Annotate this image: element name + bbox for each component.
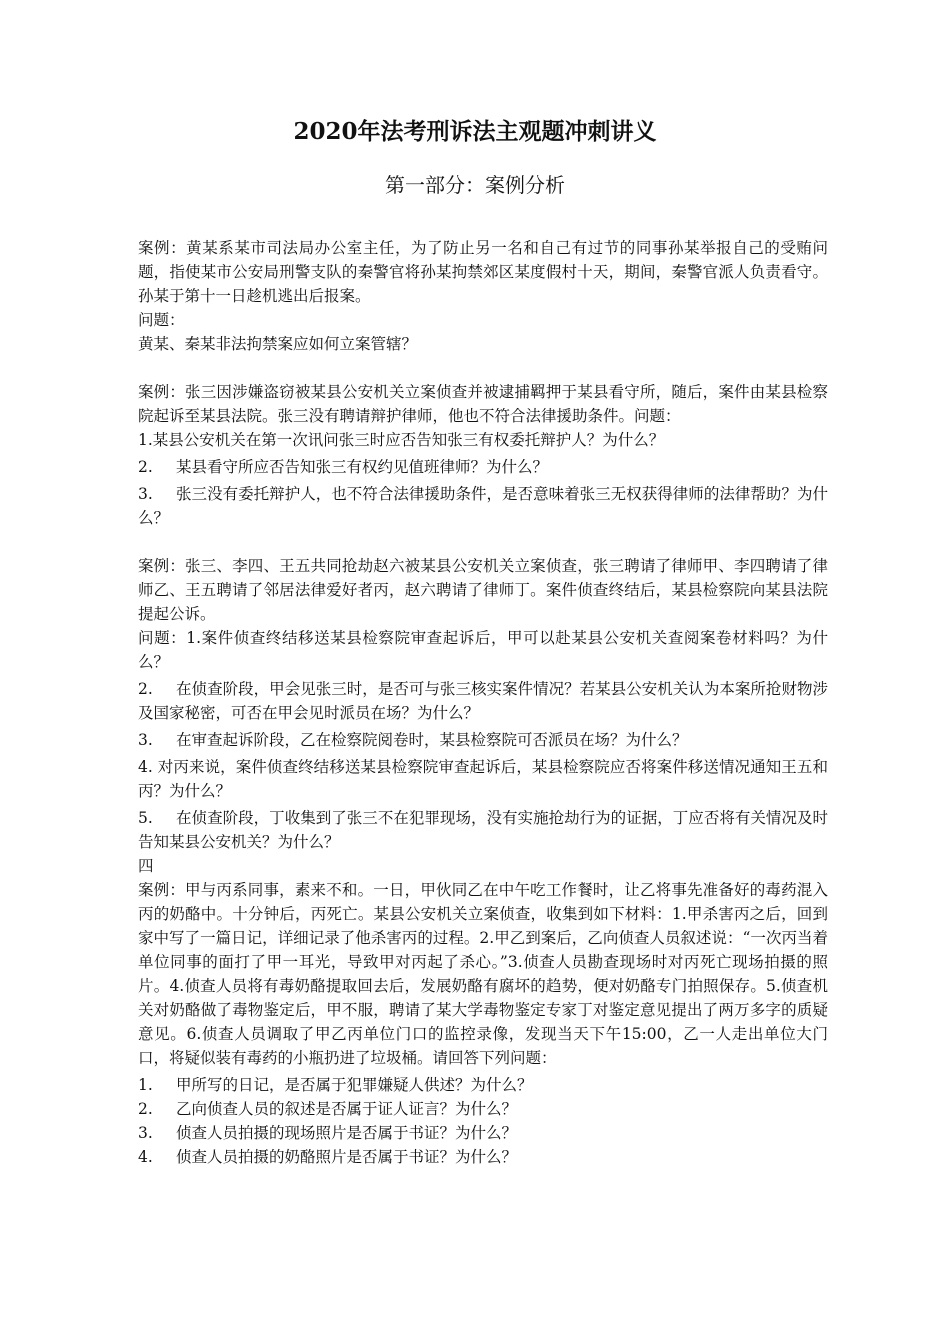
case3-question-2 (138, 677, 828, 725)
case4-question-2-number: 2. (138, 1100, 153, 1118)
case3-question-3 (138, 728, 828, 752)
case4-question-3 (138, 1121, 828, 1145)
case4-question-1-text: 甲所写的日记，是否属于犯罪嫌疑人供述？为什么？ (176, 1076, 533, 1094)
case4-question-3-number: 3. (138, 1124, 153, 1142)
case4-number: 四 (138, 857, 154, 875)
case2-question-3 (138, 482, 828, 530)
case4-question-1-number: 1. (138, 1076, 153, 1094)
case4-question-2-text: 乙向侦查人员的叙述是否属于证人证言？为什么？ (176, 1100, 518, 1118)
case2-question-2-number: 2. (138, 458, 153, 476)
case1-question-label: 问题： (138, 311, 185, 329)
case3-question-2-text: 在侦查阶段，甲会见张三时，是否可与张三核实案件情况？若某县公安机关认为本案所抢财物涉及国家秘密，可否在甲会见时派员在场？为什么？ (138, 680, 828, 722)
page-title: 2020年法考刑诉法主观题冲刺讲义 (293, 118, 657, 145)
case4-question-2 (138, 1097, 828, 1121)
case2-question-2-text: 某县看守所应否告知张三有权约见值班律师？为什么？ (176, 458, 549, 476)
case3-question-4: 4. 对丙来说，案件侦查终结移送某县检察院审查起诉后，某县检察院应否将案件移送情况通知王五和丙？为什么？ (138, 758, 828, 800)
case3-question-5 (138, 806, 828, 854)
case2-question-3-number: 3. (138, 485, 153, 503)
case4-question-4 (138, 1145, 828, 1169)
case2-body: 案例：张三因涉嫌盗窃被某县公安机关立案侦查并被逮捕羁押于某县看守所，随后，案件由某县检察院起诉至某县法院。张三没有聘请辩护律师，他也不符合法律援助条件。问题： (138, 383, 828, 425)
case3-question-5-number: 5. (138, 809, 153, 827)
case4-question-1 (138, 1073, 828, 1097)
case3-question-3-text: 在审查起诉阶段，乙在检察院阅卷时，某县检察院可否派员在场？为什么？ (176, 731, 688, 749)
case4-body: 案例：甲与丙系同事，素来不和。一日，甲伙同乙在中午吃工作餐时，让乙将事先准备好的毒药混入丙的奶酪中。十分钟后，丙死亡。某县公安机关立案侦查，收集到如下材料：1.甲杀害丙之后，回到家中写了一篇日记，详细记录了他杀害丙的过程。2.甲乙到案后，乙向侦查人员叙述说：“一次丙当着单位同事的面打了甲一耳光，导致甲对丙起了杀心。”3.侦查人员勘查现场时对丙死亡现场拍摄的照片。4.侦查人员将有毒奶酪提取回去后，发展奶酪有腐坏的趋势，便对奶酪专门拍照保存。5.侦查机关对奶酪做了毒物鉴定后，甲不服，聘请了某大学毒物鉴定专家丁对鉴定意见提出了两万多字的质疑意见。6.侦查人员调取了甲乙丙单位门口的监控录像，发现当天下午15:00，乙一人走出单位大门口，将疑似装有毒药的小瓶扔进了垃圾桶。请回答下列问题： (138, 881, 828, 1067)
document-content (138, 236, 828, 1169)
case3-question-2-number: 2. (138, 680, 153, 698)
case4-question-4-text: 侦查人员拍摄的奶酪照片是否属于书证？为什么？ (176, 1148, 518, 1166)
case3-body: 案例：张三、李四、王五共同抢劫赵六被某县公安机关立案侦查，张三聘请了律师甲、李四聘请了律师乙、王五聘请了邻居法律爱好者丙，赵六聘请了律师丁。案件侦查终结后，某县检察院向某县法院提起公诉。 (138, 557, 828, 623)
spacer (138, 356, 828, 380)
case4-question-4-number: 4. (138, 1148, 153, 1166)
case1-question-1: 黄某、秦某非法拘禁案应如何立案管辖？ (138, 335, 418, 353)
case3-question-5-text: 在侦查阶段，丁收集到了张三不在犯罪现场，没有实施抢劫行为的证据，丁应否将有关情况及时告知某县公安机关？为什么？ (138, 809, 828, 851)
case1-body: 案例：黄某系某市司法局办公室主任，为了防止另一名和自己有过节的同事孙某举报自己的受贿问题，指使某市公安局刑警支队的秦警官将孙某拘禁郊区某度假村十天，期间，秦警官派人负责看守。孙某于第十一日趁机逃出后报案。 (138, 239, 828, 305)
case2-question-3-text: 张三没有委托辩护人，也不符合法律援助条件，是否意味着张三无权获得律师的法律帮助？为什么？ (138, 485, 828, 527)
case3-question-1: 问题：1.案件侦查终结移送某县检察院审查起诉后，甲可以赴某县公安机关查阅案卷材料吗？为什么？ (138, 629, 828, 671)
case2-question-2 (138, 455, 828, 479)
spacer (138, 530, 828, 554)
case2-question-1: 1.某县公安机关在第一次讯问张三时应否告知张三有权委托辩护人？为什么？ (138, 431, 665, 449)
page-subtitle: 第一部分：案例分析 (385, 173, 565, 197)
case3-question-3-number: 3. (138, 731, 153, 749)
case4-question-3-text: 侦查人员拍摄的现场照片是否属于书证？为什么？ (176, 1124, 518, 1142)
